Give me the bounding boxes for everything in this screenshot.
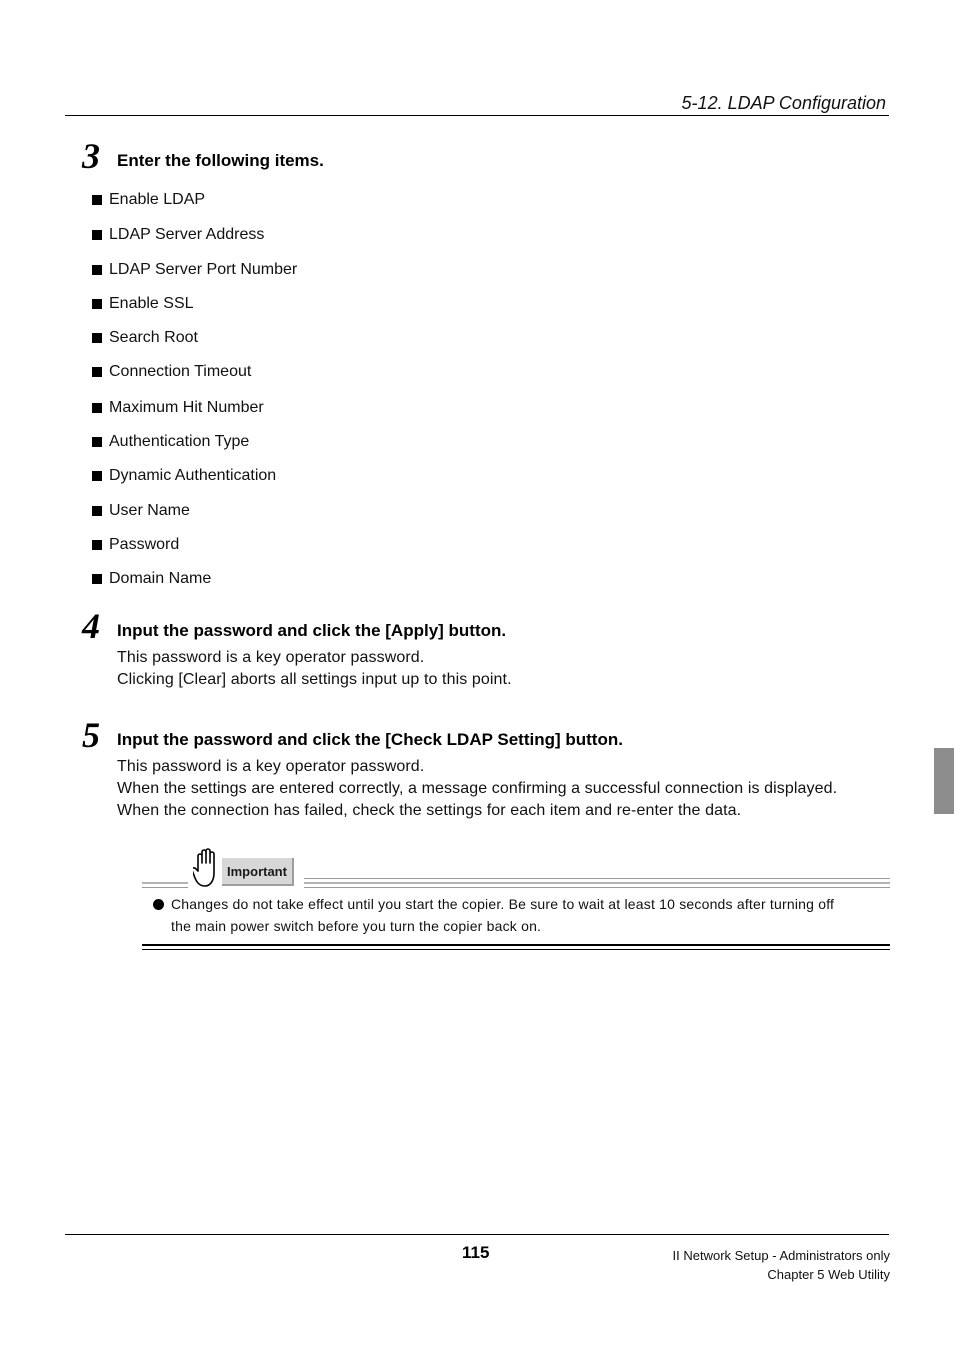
list-item: Password: [92, 535, 179, 555]
footer-divider: [65, 1234, 889, 1235]
list-item: LDAP Server Address: [92, 225, 264, 245]
step-5-body: [117, 756, 837, 822]
important-line-1: Changes do not take effect until you start the copier. Be sure to wait at least 10 seconds after turning off: [171, 896, 835, 912]
footer-line-2: Chapter 5 Web Utility: [767, 1267, 890, 1282]
square-bullet-icon: [92, 230, 102, 240]
important-message: [153, 893, 893, 937]
square-bullet-icon: [92, 574, 102, 584]
square-bullet-icon: [92, 471, 102, 481]
square-bullet-icon: [92, 333, 102, 343]
important-line-2: the main power switch before you turn the copier back on.: [171, 918, 542, 934]
important-rule-right: [304, 882, 890, 884]
square-bullet-icon: [92, 195, 102, 205]
step-5-number: 5: [82, 715, 100, 755]
list-item: Connection Timeout: [92, 362, 251, 382]
list-item: Enable SSL: [92, 294, 194, 314]
header-divider: [65, 115, 889, 116]
important-rule-left: [142, 882, 188, 884]
list-item: Dynamic Authentication: [92, 466, 276, 486]
square-bullet-icon: [92, 540, 102, 550]
page-number: 115: [462, 1243, 490, 1262]
important-bottom-rule: [142, 944, 890, 946]
step-3-number: 3: [82, 136, 100, 176]
section-title: 5-12. LDAP Configuration: [681, 93, 886, 113]
important-bottom-rule-thin: [142, 949, 890, 950]
square-bullet-icon: [92, 299, 102, 309]
important-rule-right-top: [304, 878, 890, 879]
step-4-body: [117, 647, 512, 691]
circle-bullet-icon: [153, 899, 164, 910]
important-note: [142, 845, 890, 955]
square-bullet-icon: [92, 437, 102, 447]
step-4-body-line: Clicking [Clear] aborts all settings input up to this point.: [117, 671, 512, 688]
footer-line-1: II Network Setup - Administrators only: [672, 1248, 890, 1263]
footer-chapter-info: [673, 1246, 890, 1284]
hand-icon: [193, 847, 219, 889]
list-item: Domain Name: [92, 569, 211, 589]
step-5-body-line: This password is a key operator password.: [117, 758, 425, 775]
step-5-body-line: When the connection has failed, check the settings for each item and re-enter the data.: [117, 802, 742, 819]
square-bullet-icon: [92, 506, 102, 516]
important-rule-right-thin: [304, 887, 890, 888]
step-4-heading: Input the password and click the [Apply] button.: [117, 621, 507, 640]
list-item: Enable LDAP: [92, 190, 205, 210]
square-bullet-icon: [92, 265, 102, 275]
list-item: Authentication Type: [92, 432, 249, 452]
chapter-side-tab: [934, 748, 954, 814]
important-rule-left-thin: [142, 887, 188, 888]
list-item: Maximum Hit Number: [92, 398, 264, 418]
step-5-body-line: When the settings are entered correctly, a message confirming a successful connection is displayed.: [117, 780, 838, 797]
important-label: Important: [222, 858, 294, 886]
square-bullet-icon: [92, 367, 102, 377]
list-item: Search Root: [92, 328, 198, 348]
step-4-body-line: This password is a key operator password.: [117, 649, 425, 666]
list-item: User Name: [92, 501, 190, 521]
step-4-number: 4: [82, 606, 100, 646]
step-3-heading: Enter the following items.: [117, 151, 324, 170]
list-item: LDAP Server Port Number: [92, 260, 297, 280]
step-5-heading: Input the password and click the [Check LDAP Setting] button.: [117, 730, 623, 749]
square-bullet-icon: [92, 403, 102, 413]
